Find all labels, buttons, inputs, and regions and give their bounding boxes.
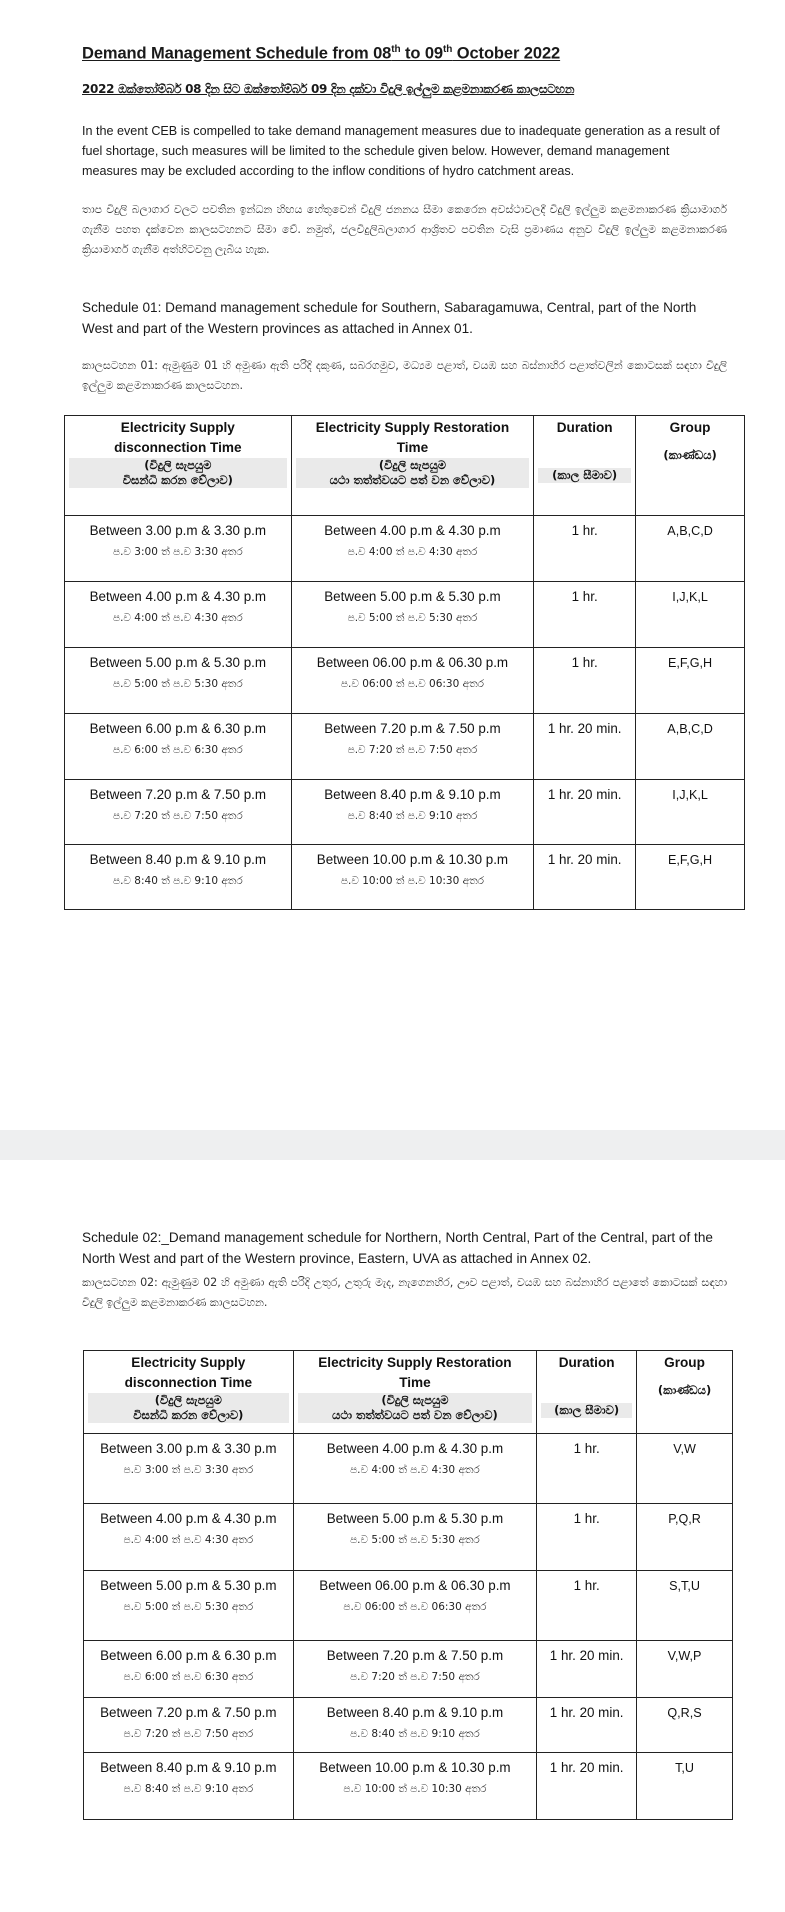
cell-duration: 1 hr. 20 min. [537,1698,637,1753]
cell-duration: 1 hr. [534,516,636,582]
page-separator [0,1130,785,1160]
cell-group: V,W [637,1434,733,1504]
cell-restoration-time: Between 7.20 p.m & 7.50 p.m ප.ව 7:20 ත් ප.ව 7:50 අතර [291,714,534,780]
table-row [65,714,745,780]
page-title: Demand Management Schedule from 08th to 09th October 2022 [82,44,561,63]
cell-restoration-time: Between 4.00 p.m & 4.30 p.m ප.ව 4:00 ත් ප.ව 4:30 අතර [293,1434,537,1504]
table-row [65,582,745,648]
cell-duration: 1 hr. 20 min. [534,714,636,780]
cell-group: P,Q,R [637,1504,733,1571]
cell-group: E,F,G,H [636,845,745,910]
cell-restoration-time: Between 06.00 p.m & 06.30 p.m ප.ව 06:00 ත් ප.ව 06:30 අතර [291,648,534,714]
table-row [84,1641,733,1698]
cell-duration: 1 hr. [534,582,636,648]
table-header-row [84,1351,733,1434]
schedule-02-heading: Schedule 02:_Demand management schedule for Northern, North Central, Part of the Central, part of the North West and part of the Western province, Eastern, UVA as attached in Annex 02. [82,1230,713,1266]
cell-restoration-time: Between 10.00 p.m & 10.30 p.m ප.ව 10:00 ත් ප.ව 10:30 අතර [291,845,534,910]
cell-restoration-time: Between 4.00 p.m & 4.30 p.m ප.ව 4:00 ත් ප.ව 4:30 අතර [291,516,534,582]
cell-duration: 1 hr. [534,648,636,714]
cell-group: S,T,U [637,1571,733,1641]
cell-disconnection-time: Between 8.40 p.m & 9.10 p.m ප.ව 8:40 ත් ප.ව 9:10 අතර [65,845,292,910]
cell-restoration-time: Between 10.00 p.m & 10.30 p.m ප.ව 10:00 ත් ප.ව 10:30 අතර [293,1753,537,1820]
table-row [65,648,745,714]
cell-disconnection-time: Between 6.00 p.m & 6.30 p.m ප.ව 6:00 ත් ප.ව 6:30 අතර [65,714,292,780]
table-row [84,1571,733,1641]
cell-duration: 1 hr. [537,1434,637,1504]
intro-paragraph: In the event CEB is compelled to take demand management measures due to inadequate generation as a result of fuel shortage, such measures will be limited to the schedule given below. However, demand management measures may be excluded according to the inflow conditions of hydro catchment areas. [82,124,720,178]
schedule-01-table [64,415,745,910]
schedule-02-table [83,1350,733,1820]
cell-duration: 1 hr. 20 min. [534,780,636,845]
table-row [65,845,745,910]
cell-duration: 1 hr. 20 min. [537,1753,637,1820]
header-duration: Duration (කාල සීමාව) [534,416,636,516]
cell-disconnection-time: Between 6.00 p.m & 6.30 p.m ප.ව 6:00 ත් ප.ව 6:30 අතර [84,1641,294,1698]
cell-disconnection-time: Between 4.00 p.m & 4.30 p.m ප.ව 4:00 ත් ප.ව 4:30 අතර [65,582,292,648]
cell-disconnection-time: Between 7.20 p.m & 7.50 p.m ප.ව 7:20 ත් ප.ව 7:50 අතර [65,780,292,845]
cell-duration: 1 hr. 20 min. [534,845,636,910]
cell-disconnection-time: Between 8.40 p.m & 9.10 p.m ප.ව 8:40 ත් ප.ව 9:10 අතර [84,1753,294,1820]
cell-group: Q,R,S [637,1698,733,1753]
document-page-2 [0,1160,785,1912]
schedule-01-heading: Schedule 01: Demand management schedule for Southern, Sabaragamuwa, Central, part of the North West and part of the Western provinces as attached in Annex 01. [82,300,697,336]
table-row [65,780,745,845]
header-duration: Duration (කාල සීමාව) [537,1351,637,1434]
cell-group: T,U [637,1753,733,1820]
table-row [84,1504,733,1571]
cell-disconnection-time: Between 3.00 p.m & 3.30 p.m ප.ව 3:00 ත් ප.ව 3:30 අතර [84,1434,294,1504]
table-row [84,1698,733,1753]
header-group: Group (කාණ්ඩය) [637,1351,733,1434]
header-group: Group (කාණ්ඩය) [636,416,745,516]
header-restoration-time: Electricity Supply Restoration Time (විදුලි සැපයුම යථා තත්ත්වයට පත් වන වේලාව) [291,416,534,516]
cell-duration: 1 hr. [537,1504,637,1571]
cell-restoration-time: Between 5.00 p.m & 5.30 p.m ප.ව 5:00 ත් ප.ව 5:30 අතර [291,582,534,648]
cell-group: A,B,C,D [636,714,745,780]
cell-group: I,J,K,L [636,780,745,845]
cell-restoration-time: Between 7.20 p.m & 7.50 p.m ප.ව 7:20 ත් ප.ව 7:50 අතර [293,1641,537,1698]
table-header-row [65,416,745,516]
cell-restoration-time: Between 8.40 p.m & 9.10 p.m ප.ව 8:40 ත් ප.ව 9:10 අතර [293,1698,537,1753]
schedule-01-heading-sinhala: කාලසටහන 01: ඇමුණුම 01 හි අමුණා ඇති පරිදි දකුණ, සබරගමුව, මධ්‍යම පළාත්, වයඹ සහ බස්නාහිර පළාත්වලින් කොටසක් සඳහා විදුලි ඉල්ලුම කළමනාකරණ කාලසටහන. [82,359,727,392]
intro-paragraph-sinhala: තාප විදුලි බලාගාර වලට පවතින ඉන්ධන හිඟය හේතුවෙන් විදුලි ජනනය සීමා කෙරෙන අවස්ථාවලදී විදුලි ඉල්ලුම කළමනාකරණ ක්‍රියාමාර්ග ගැනීම පහත දැක්වෙන කාලසටහනට සීමා වේ. නමුත්, ජලවිදුලිබලාගාර ආශ්‍රිතව පවතින වැසි ප්‍රමාණය අනුව විදුලි ඉල්ලුම කළමනාකරණ ක්‍රියාමාර්ග ගැනීම අත්හිටවනු ලැබිය හැක. [82,203,727,256]
cell-group: A,B,C,D [636,516,745,582]
cell-disconnection-time: Between 4.00 p.m & 4.30 p.m ප.ව 4:00 ත් ප.ව 4:30 අතර [84,1504,294,1571]
table-row [65,516,745,582]
header-disconnection-time: Electricity Supply disconnection Time (විදුලි සැපයුම විසන්ධි කරන වේලාව) [65,416,292,516]
cell-disconnection-time: Between 5.00 p.m & 5.30 p.m ප.ව 5:00 ත් ප.ව 5:30 අතර [65,648,292,714]
cell-duration: 1 hr. 20 min. [537,1641,637,1698]
cell-group: I,J,K,L [636,582,745,648]
cell-disconnection-time: Between 3.00 p.m & 3.30 p.m ප.ව 3:00 ත් ප.ව 3:30 අතර [65,516,292,582]
schedule-02-heading-sinhala: කාලසටහන 02: ඇමුණුම 02 හි අමුණා ඇති පරිදි උතුර, උතුරු මැද, නැගෙනහිර, ඌව පළාත්, වයඹ සහ බස්නාහිර පළාතේ කොටසක් සඳහා විදුලි ඉල්ලුම කළමනාකරණ කාලසටහන. [82,1276,727,1309]
cell-restoration-time: Between 8.40 p.m & 9.10 p.m ප.ව 8:40 ත් ප.ව 9:10 අතර [291,780,534,845]
page-subtitle-sinhala: 2022 ඔක්තෝම්බර් 08 දින සිට ඔක්තෝම්බර් 09 දින දක්වා විදුලි ඉල්ලුම කළමනාකරණ කාලසටහන [82,82,575,96]
cell-group: V,W,P [637,1641,733,1698]
cell-duration: 1 hr. [537,1571,637,1641]
cell-disconnection-time: Between 7.20 p.m & 7.50 p.m ප.ව 7:20 ත් ප.ව 7:50 අතර [84,1698,294,1753]
header-disconnection-time: Electricity Supply disconnection Time (විදුලි සැපයුම විසන්ධි කරන වේලාව) [84,1351,294,1434]
header-restoration-time: Electricity Supply Restoration Time (විදුලි සැපයුම යථා තත්ත්වයට පත් වන වේලාව) [293,1351,537,1434]
table-row [84,1753,733,1820]
cell-restoration-time: Between 06.00 p.m & 06.30 p.m ප.ව 06:00 ත් ප.ව 06:30 අතර [293,1571,537,1641]
cell-restoration-time: Between 5.00 p.m & 5.30 p.m ප.ව 5:00 ත් ප.ව 5:30 අතර [293,1504,537,1571]
cell-disconnection-time: Between 5.00 p.m & 5.30 p.m ප.ව 5:00 ත් ප.ව 5:30 අතර [84,1571,294,1641]
cell-group: E,F,G,H [636,648,745,714]
table-row [84,1434,733,1504]
